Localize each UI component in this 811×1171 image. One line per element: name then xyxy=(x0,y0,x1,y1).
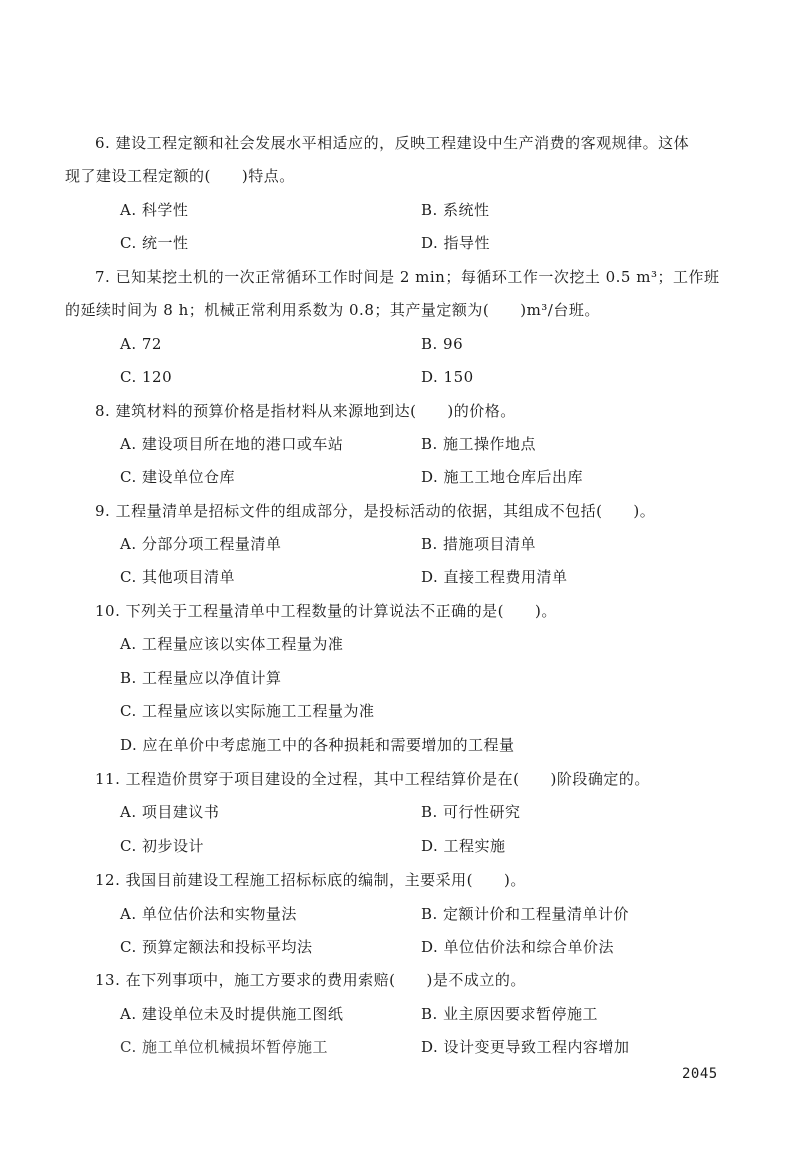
question-12-option-b: B. 定额计价和工程量清单计价 xyxy=(421,905,630,923)
question-9-option-a: A. 分部分项工程量清单 xyxy=(120,535,282,553)
question-7-stem: 7. 已知某挖土机的一次正常循环工作时间是 2 min；每循环工作一次挖土 0.5 m³；工作班 xyxy=(95,268,720,286)
question-9-option-b: B. 措施项目清单 xyxy=(421,535,537,553)
question-13-option-b: B. 业主原因要求暂停施工 xyxy=(421,1005,599,1023)
question-6-option-b: B. 系统性 xyxy=(421,201,490,219)
question-11-option-b: B. 可行性研究 xyxy=(421,803,521,821)
question-10-option-a: A. 工程量应该以实体工程量为准 xyxy=(120,635,344,653)
question-10-option-b: B. 工程量应以净值计算 xyxy=(120,669,282,687)
question-12-option-c: C. 预算定额法和投标平均法 xyxy=(120,938,313,956)
question-7-option-b: B. 96 xyxy=(421,335,464,353)
question-8-option-a: A. 建设项目所在地的港口或车站 xyxy=(120,435,344,453)
question-11-stem: 11. 工程造价贯穿于项目建设的全过程，其中工程结算价是在( )阶段确定的。 xyxy=(95,770,650,788)
question-13-stem: 13. 在下列事项中，施工方要求的费用索赔( )是不成立的。 xyxy=(95,971,526,989)
question-7-option-a: A. 72 xyxy=(120,335,162,353)
question-7-option-c: C. 120 xyxy=(120,368,173,386)
question-8-option-c: C. 建设单位仓库 xyxy=(120,468,235,486)
question-8-stem: 8. 建筑材料的预算价格是指材料从来源地到达( )的价格。 xyxy=(95,402,516,420)
question-8-option-d: D. 施工工地仓库后出库 xyxy=(421,468,584,486)
question-13-option-a: A. 建设单位未及时提供施工图纸 xyxy=(120,1005,344,1023)
question-13-option-d: D. 设计变更导致工程内容增加 xyxy=(421,1038,630,1056)
question-8-option-b: B. 施工操作地点 xyxy=(421,435,537,453)
question-7-stem-cont: 的延续时间为 8 h；机械正常利用系数为 0.8；其产量定额为( )m³/台班。 xyxy=(65,301,600,319)
question-6-option-c: C. 统一性 xyxy=(120,234,189,252)
question-6-stem: 6. 建设工程定额和社会发展水平相适应的，反映工程建设中生产消费的客观规律。这体 xyxy=(95,134,690,152)
question-11-option-a: A. 项目建议书 xyxy=(120,803,220,821)
question-12-option-d: D. 单位估价法和综合单价法 xyxy=(421,938,615,956)
page-number: 2045 xyxy=(682,1066,718,1082)
question-11-option-c: C. 初步设计 xyxy=(120,837,204,855)
question-12-option-a: A. 单位估价法和实物量法 xyxy=(120,905,297,923)
question-10-stem: 10. 下列关于工程量清单中工程数量的计算说法不正确的是( )。 xyxy=(95,602,557,620)
question-9-stem: 9. 工程量清单是招标文件的组成部分，是投标活动的依据，其组成不包括( )。 xyxy=(95,502,656,520)
question-9-option-c: C. 其他项目清单 xyxy=(120,568,235,586)
question-6-stem-cont: 现了建设工程定额的( )特点。 xyxy=(65,167,295,185)
question-12-stem: 12. 我国目前建设工程施工招标标底的编制，主要采用( )。 xyxy=(95,871,526,889)
question-13-option-c: C. 施工单位机械损坏暂停施工 xyxy=(120,1038,328,1056)
question-10-option-c: C. 工程量应该以实际施工工程量为准 xyxy=(120,702,375,720)
question-6-option-d: D. 指导性 xyxy=(421,234,491,252)
question-10-option-d: D. 应在单价中考虑施工中的各种损耗和需要增加的工程量 xyxy=(120,736,515,754)
question-9-option-d: D. 直接工程费用清单 xyxy=(421,568,568,586)
question-7-option-d: D. 150 xyxy=(421,368,474,386)
question-11-option-d: D. 工程实施 xyxy=(421,837,506,855)
question-6-option-a: A. 科学性 xyxy=(120,201,189,219)
